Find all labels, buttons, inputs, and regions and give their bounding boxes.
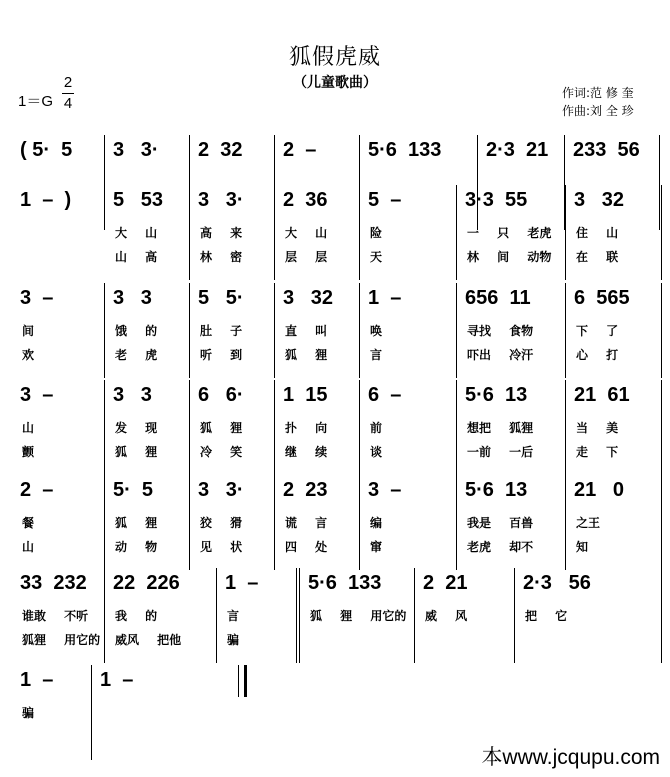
lyric-line: 前 (370, 421, 383, 435)
measure-notes: 3 – (368, 479, 402, 501)
lyric-line: 谁敢 不听 (22, 609, 89, 623)
lyric-line: 山 (22, 540, 35, 554)
score-row (12, 283, 662, 378)
measure-notes: 1 – (368, 287, 402, 309)
measure (457, 185, 566, 280)
measure (190, 185, 275, 280)
measure-notes: 2 21 (423, 572, 468, 594)
lyric-line (300, 628, 414, 652)
measure-notes: 5 5· (198, 287, 244, 309)
measure-notes: 6 6· (198, 384, 244, 406)
measure-notes: 5·6 13 (465, 384, 528, 406)
measure-notes: 22 226 (113, 572, 180, 594)
lyric-line: 动 物 (115, 540, 158, 554)
measure (457, 380, 566, 475)
lyric-line: 饿 的 (115, 324, 158, 338)
measure-notes: 1 – (100, 669, 134, 691)
measure (566, 380, 662, 475)
lyric-line: 老 虎 (115, 348, 158, 362)
lyric-line: 狐 狸 (285, 348, 328, 362)
measure-notes: 6 565 (574, 287, 630, 309)
measure-notes: 2·3 21 (486, 139, 549, 161)
lyric-line: 我是 百兽 (467, 516, 534, 530)
key-signature: 1＝G (18, 93, 54, 110)
measure-notes: 3 3 (113, 287, 152, 309)
measure-notes: 2 32 (198, 139, 243, 161)
measure-notes: 6 – (368, 384, 402, 406)
measure-notes: 233 56 (573, 139, 640, 161)
lyric-line: 高 来 (200, 226, 243, 240)
score-row (12, 665, 247, 760)
measure (300, 568, 415, 663)
lyric-line: 狐 狸 (115, 516, 158, 530)
lyric-line: 狐狸 用它的 (22, 633, 101, 647)
lyric-line: 狐 狸 (115, 445, 158, 459)
lyric-line: 威风 把他 (115, 633, 182, 647)
measure (105, 568, 217, 663)
measure (217, 568, 300, 663)
score-row (12, 185, 662, 280)
lyric-line: 继 续 (285, 445, 328, 459)
lyric-line: 住 山 (576, 226, 619, 240)
score-row (12, 380, 662, 475)
measure (275, 185, 360, 280)
lyric-line: 谎 言 (285, 516, 328, 530)
lyric-line (92, 701, 247, 725)
measure (92, 665, 247, 760)
lyric-line: 直 叫 (285, 324, 328, 338)
lyric-line: 吓出 冷汗 (467, 348, 534, 362)
measure (566, 283, 662, 378)
lyric-line: 一 只 老虎 (467, 226, 552, 240)
score-row (12, 475, 662, 570)
lyricist: 作词:范 修 奎 (562, 86, 634, 100)
song-title: 狐假虎威 (288, 45, 381, 70)
lyric-line: 言 (227, 609, 240, 623)
measure-notes: 3 3· (198, 189, 244, 211)
measure-notes: 656 11 (465, 287, 531, 309)
measure-notes: 3 – (20, 384, 54, 406)
lyric-line: 唤 (370, 324, 383, 338)
time-signature (62, 74, 74, 113)
lyric-line: 老虎 却不 (467, 540, 534, 554)
lyric-line: 一前 一后 (467, 445, 534, 459)
measure (360, 283, 457, 378)
lyric-line: 大 山 (115, 226, 158, 240)
measure (360, 475, 457, 570)
measure-notes: 5· 5 (113, 479, 154, 501)
measure-notes: 2 – (283, 139, 317, 161)
measure (457, 475, 566, 570)
lyric-line: 山 (22, 421, 35, 435)
time-sig-top: 2 (63, 74, 73, 91)
measure (105, 380, 190, 475)
measure-notes: 3 32 (574, 189, 625, 211)
lyric-line (92, 725, 247, 749)
lyric-line: 骗 (22, 706, 35, 720)
measure-notes: 3 3· (198, 479, 244, 501)
measure (105, 475, 190, 570)
lyric-line: 林 密 (200, 250, 243, 264)
lyric-line: 间 (22, 324, 35, 338)
lyric-line: 山 高 (115, 250, 158, 264)
lyric-line: 听 到 (200, 348, 243, 362)
measure-notes: 2·3 56 (523, 572, 591, 594)
measure-notes: 5·6 133 (308, 572, 382, 594)
measure-notes: 33 232 (20, 572, 87, 594)
lyric-line: 编 (370, 516, 383, 530)
lyric-line: 走 下 (576, 445, 619, 459)
watermark: 本www.jcqupu.com (481, 746, 660, 769)
lyric-line: 言 (370, 348, 383, 362)
lyric-line: 心 打 (576, 348, 619, 362)
time-sig-line (62, 93, 74, 94)
lyric-line: 窜 (370, 540, 383, 554)
lyric-line: 骗 (227, 633, 240, 647)
lyric-line: 下 了 (576, 324, 619, 338)
measure (190, 283, 275, 378)
measure (360, 185, 457, 280)
composer: 作曲:刘 全 珍 (562, 104, 634, 118)
measure-notes: 5 – (368, 189, 402, 211)
measure (275, 475, 360, 570)
lyric-line: 欢 (22, 348, 35, 362)
measure (566, 185, 662, 280)
score-row (12, 568, 662, 663)
measure-notes: 3 3 (113, 384, 152, 406)
measure (105, 185, 190, 280)
measure-notes: 3 32 (283, 287, 334, 309)
lyric-line: 餐 (22, 516, 35, 530)
measure (12, 380, 105, 475)
lyric-line (515, 628, 661, 652)
lyric-line: 当 美 (576, 421, 619, 435)
lyric-line (12, 725, 91, 749)
measure (275, 283, 360, 378)
measure-notes: ( 5· 5 (20, 139, 73, 161)
lyric-line: 谈 (370, 445, 383, 459)
measure-notes: 21 61 (574, 384, 630, 406)
lyric-line: 狐 狸 用它的 (310, 609, 407, 623)
measure-notes: 21 0 (574, 479, 625, 501)
lyric-line: 威 风 (425, 609, 468, 623)
lyric-line: 知 (576, 540, 589, 554)
lyric-line: 把 它 (525, 609, 568, 623)
measure-notes: 1 – (20, 669, 54, 691)
lyric-line: 肚 子 (200, 324, 243, 338)
measure (12, 283, 105, 378)
lyric-line (415, 628, 514, 652)
measure (275, 380, 360, 475)
measure-notes: 1 – (225, 572, 259, 594)
credits (562, 84, 634, 120)
lyric-line: 天 (370, 250, 383, 264)
measure (12, 185, 105, 280)
time-sig-bottom: 4 (63, 95, 73, 112)
lyric-line: 在 联 (576, 250, 619, 264)
measure (566, 475, 662, 570)
song-subtitle: （儿童歌曲） (293, 75, 377, 91)
lyric-line: 狡 猾 (200, 516, 243, 530)
lyric-line: 四 处 (285, 540, 328, 554)
lyric-line: 见 状 (200, 540, 243, 554)
lyric-line: 林 间 动物 (467, 250, 552, 264)
measure-notes: 2 – (20, 479, 54, 501)
lyric-line (12, 221, 105, 245)
measure-notes: 3·3 55 (465, 189, 528, 211)
lyric-line: 寻找 食物 (467, 324, 534, 338)
measure (12, 475, 105, 570)
lyric-line (12, 245, 105, 269)
measure-notes: 1 15 (283, 384, 328, 406)
measure-notes: 3 – (20, 287, 54, 309)
lyric-line: 层 层 (285, 250, 328, 264)
lyric-line: 大 山 (285, 226, 328, 240)
lyric-line: 发 现 (115, 421, 158, 435)
lyric-line: 险 (370, 226, 383, 240)
lyric-line: 之王 (576, 516, 601, 530)
lyric-line: 想把 狐狸 (467, 421, 534, 435)
measure-notes: 3 3· (113, 139, 159, 161)
lyric-line: 狐 狸 (200, 421, 243, 435)
measure (457, 283, 566, 378)
lyric-line: 我 的 (115, 609, 158, 623)
lyric-line: 颤 (22, 445, 35, 459)
measure (515, 568, 662, 663)
measure (12, 568, 105, 663)
measure (415, 568, 515, 663)
measure-notes: 2 23 (283, 479, 328, 501)
measure (12, 665, 92, 760)
measure-notes: 5 53 (113, 189, 164, 211)
measure-notes: 1 – ) (20, 189, 72, 211)
measure-notes: 2 36 (283, 189, 328, 211)
measure (190, 380, 275, 475)
measure (190, 475, 275, 570)
measure (360, 380, 457, 475)
measure (105, 283, 190, 378)
lyric-line: 冷 笑 (200, 445, 243, 459)
lyric-line: 扑 向 (285, 421, 328, 435)
measure-notes: 5·6 133 (368, 139, 442, 161)
measure-notes: 5·6 13 (465, 479, 528, 501)
